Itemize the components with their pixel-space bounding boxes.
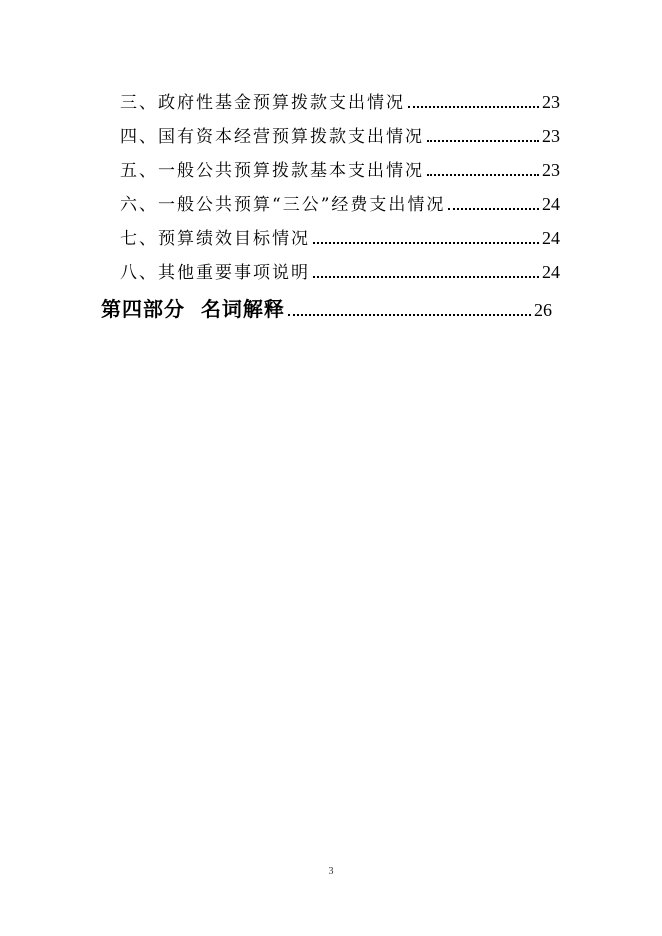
dot-leader <box>408 106 539 108</box>
dot-leader <box>448 208 539 210</box>
toc-entry-label: 七、预算绩效目标情况 <box>120 229 310 249</box>
toc-entry-state-capital[interactable] <box>120 122 560 147</box>
toc-entry-label: 五、一般公共预算拨款基本支出情况 <box>120 161 424 181</box>
toc-entry-page: 23 <box>542 160 560 180</box>
toc-entry-page: 24 <box>542 228 560 248</box>
toc-entry-basic-expenditure[interactable] <box>120 156 560 181</box>
dot-leader <box>427 140 539 142</box>
toc-entry-label: 三、政府性基金预算拨款支出情况 <box>120 93 405 113</box>
toc-entry-government-fund[interactable] <box>120 88 560 113</box>
toc-entry-page: 24 <box>542 194 560 214</box>
toc-entry-page: 24 <box>542 262 560 282</box>
toc-part-glossary[interactable] <box>101 293 552 322</box>
toc-entry-page: 23 <box>542 92 560 112</box>
toc-entry-performance-goals[interactable] <box>120 224 560 249</box>
toc-entry-three-public[interactable] <box>120 190 560 215</box>
toc-entry-label: 六、一般公共预算“三公”经费支出情况 <box>120 195 446 215</box>
dot-leader <box>427 174 539 176</box>
toc-entry-label: 八、其他重要事项说明 <box>120 263 310 283</box>
dot-leader <box>313 276 539 278</box>
toc-part-page: 26 <box>534 300 552 320</box>
toc-entry-page: 23 <box>542 126 560 146</box>
page-number: 3 <box>328 866 334 877</box>
toc-part-label: 第四部分 名词解释 <box>101 297 285 321</box>
toc-entry-other-matters[interactable] <box>120 258 560 283</box>
toc-entry-label: 四、国有资本经营预算拨款支出情况 <box>120 127 424 147</box>
dot-leader <box>313 242 539 244</box>
dot-leader <box>288 314 531 316</box>
